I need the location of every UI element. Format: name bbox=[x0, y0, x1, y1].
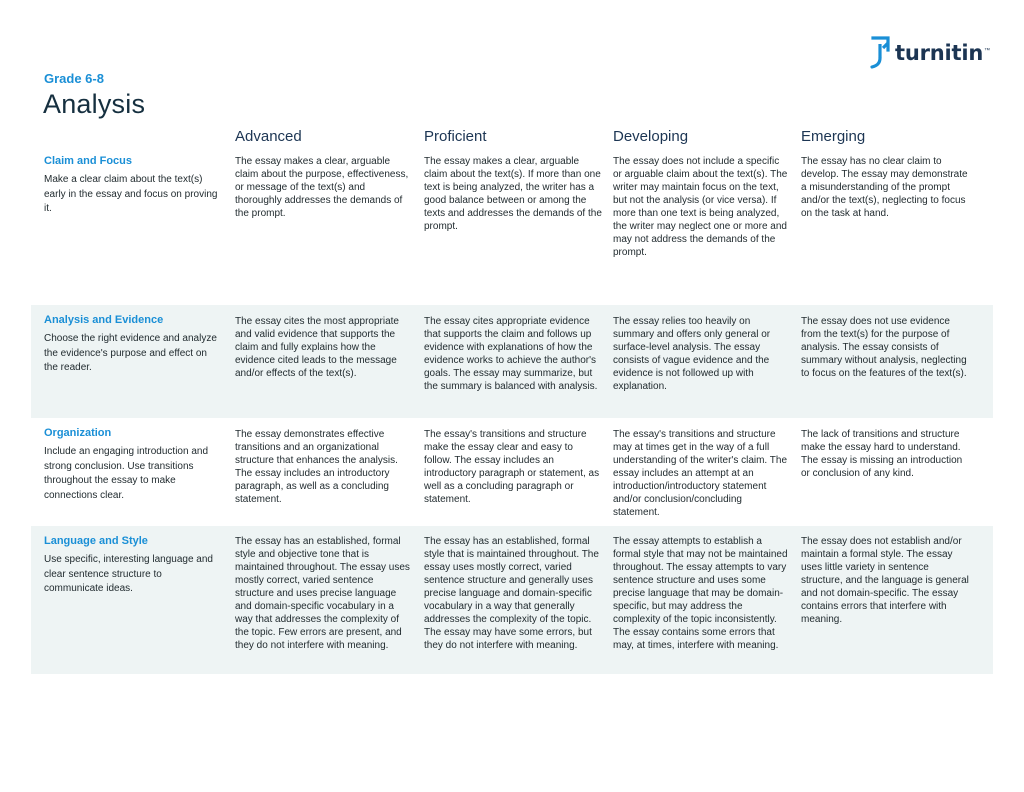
level-header-developing: Developing bbox=[613, 128, 689, 145]
criterion-name: Language and Style bbox=[44, 535, 148, 547]
rubric-row-language-and-style bbox=[31, 526, 993, 674]
rubric-cell-proficient: The essay cites appropriate evidence that supports the claim and follows up evidence with explanations of how the evidence works to achieve the author's goals. The essay may summarize, but the summary is balanced with analysis. bbox=[424, 316, 598, 392]
rubric-cell-advanced: The essay demonstrates effective transitions and an organizational structure that enhances the analysis. The essay includes an introductory paragraph, as well as a concluding statement. bbox=[235, 429, 398, 505]
rubric-cell-proficient: The essay has an established, formal style that is maintained throughout. The essay uses mostly correct, varied sentence structure and generally uses precise language and domain-specific vocabulary in a way that generally addresses the complexity of the topic. The essay may have some errors, but they do not interfere with meaning. bbox=[424, 536, 599, 651]
criterion-cell bbox=[44, 427, 221, 503]
rubric-cell-developing: The essay relies too heavily on summary and offers only general or surface-level analysis. The essay consists of vague evidence and the evidence is not followed up with explanation. bbox=[613, 316, 771, 392]
rubric-cell-developing: The essay's transitions and structure may at times get in the way of a full understanding of the writer's claim. The essay includes an attempt at an introduction/introductory statement and/or conclusion/concluding statement. bbox=[613, 429, 788, 518]
rubric-cell-developing: The essay does not include a specific or arguable claim about the text(s). The writer may maintain focus on the text, but not the analysis (or vice versa). If more than one text is being analyzed, the writer may neglect one or more and may not address the demands of the prompt. bbox=[613, 156, 788, 258]
criterion-description: Choose the right evidence and analyze the evidence's purpose and effect on the reader. bbox=[44, 333, 217, 373]
criterion-name: Claim and Focus bbox=[44, 155, 133, 167]
level-header-advanced: Advanced bbox=[235, 128, 302, 145]
level-header-emerging: Emerging bbox=[801, 128, 866, 145]
rubric-cell-proficient: The essay makes a clear, arguable claim about the text(s). If more than one text is being analyzed, the writer has a good balance between or among the texts and addresses the demands of the prompt. bbox=[424, 156, 602, 232]
logo-wordmark: turnitin bbox=[895, 40, 984, 65]
rubric-row-analysis-and-evidence bbox=[31, 305, 993, 418]
rubric-cell-advanced: The essay makes a clear, arguable claim about the purpose, effectiveness, or message of the text(s) and thoroughly addresses the demands of the prompt. bbox=[235, 156, 409, 219]
turnitin-logo-icon bbox=[870, 36, 892, 70]
level-header-proficient: Proficient bbox=[424, 128, 487, 145]
criterion-cell bbox=[44, 535, 221, 597]
criterion-description: Use specific, interesting language and clear sentence structure to communicate ideas. bbox=[44, 554, 213, 594]
rubric-row-claim-and-focus bbox=[31, 148, 993, 305]
rubric-cell-proficient: The essay's transitions and structure make the essay clear and easy to follow. The essay includes an introductory paragraph or statement, as well as a concluding paragraph or statement. bbox=[424, 429, 600, 505]
logo-trademark: ™ bbox=[984, 48, 991, 54]
criterion-name: Analysis and Evidence bbox=[44, 314, 164, 326]
rubric-cell-advanced: The essay has an established, formal style and objective tone that is maintained throughout. The essay uses mostly correct, varied sentence structure and uses precise language and domain-specific vocabulary in a way that addresses the complexity of the topic. Few errors are present, and they do not interfere with meaning. bbox=[235, 536, 410, 651]
rubric-row-organization bbox=[31, 418, 993, 526]
criterion-name: Organization bbox=[44, 427, 112, 439]
criterion-description: Make a clear claim about the text(s) early in the essay and focus on proving it. bbox=[44, 174, 218, 214]
rubric-cell-emerging: The essay has no clear claim to develop. The essay may demonstrate a misunderstanding of the prompt and/or the text(s), neglecting to focus on the task at hand. bbox=[801, 156, 968, 219]
rubric-cell-emerging: The lack of transitions and structure make the essay hard to understand. The essay is missing an introduction or conclusion of any kind. bbox=[801, 429, 963, 479]
criterion-description: Include an engaging introduction and strong conclusion. Use transitions throughout the essay to make connections clear. bbox=[44, 446, 209, 501]
rubric-cell-emerging: The essay does not use evidence from the text(s) for the purpose of analysis. The essay consists of summary without analysis, neglecting to focus on the features of the text(s). bbox=[801, 316, 967, 379]
turnitin-logo bbox=[870, 36, 990, 70]
rubric-cell-emerging: The essay does not establish and/or maintain a formal style. The essay uses little variety in sentence structure, and the language is general and not domain-specific. The essay contains errors that interfere with meaning. bbox=[801, 536, 969, 625]
rubric-cell-advanced: The essay cites the most appropriate and valid evidence that supports the claim and fully explains how the evidence cited leads to the message and/or effects of the text(s). bbox=[235, 316, 399, 379]
grade-label: Grade 6-8 bbox=[44, 71, 104, 86]
page-title: Analysis bbox=[43, 89, 146, 119]
criterion-cell bbox=[44, 155, 221, 217]
rubric-cell-developing: The essay attempts to establish a formal style that may not be maintained throughout. The essay attempts to vary sentence structure and uses some precise language that may be domain-specific, but may address the complexity of the topic inconsistently. The essay contains some errors that may, at times, interfere with meaning. bbox=[613, 536, 788, 651]
criterion-cell bbox=[44, 314, 221, 376]
level-header-row bbox=[0, 128, 1024, 148]
